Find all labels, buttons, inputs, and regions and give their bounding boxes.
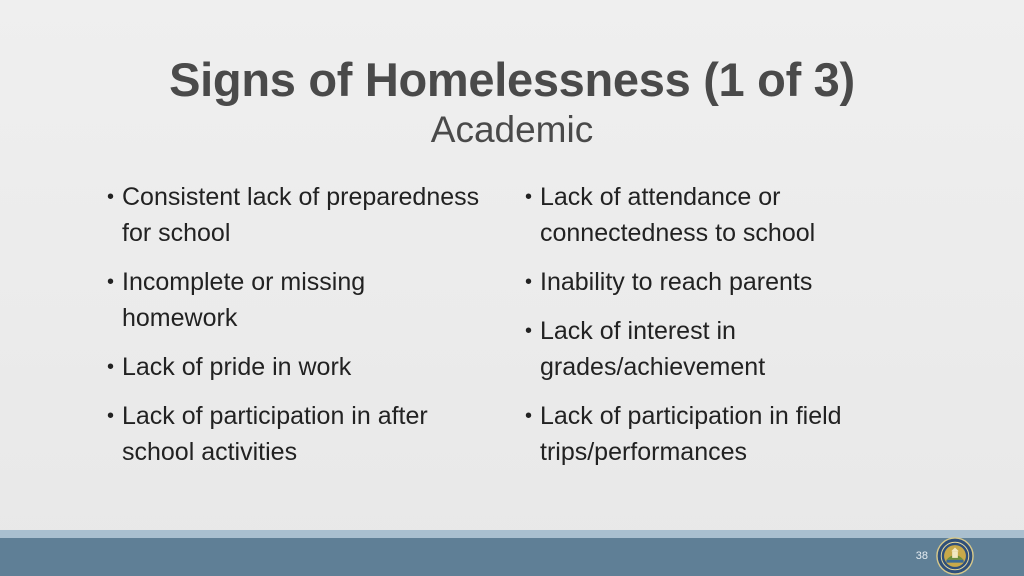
slide-subtitle: Academic <box>430 109 594 150</box>
list-item <box>525 313 915 385</box>
list-item-text: Consistent lack of preparedness for school <box>122 183 480 247</box>
list-item <box>107 398 487 470</box>
list-item-text: Lack of pride in work <box>122 353 352 381</box>
bullet-icon: • <box>525 186 533 208</box>
slide-title: Signs of Homelessness (1 of 3) <box>169 53 855 106</box>
footer-divider <box>0 530 1024 538</box>
list-item-text: Lack of participation in after school activities <box>122 402 428 466</box>
right-bullet-list <box>525 179 915 483</box>
list-item-text: Lack of interest in grades/achievement <box>540 317 766 381</box>
page-number: 38 <box>915 550 928 562</box>
list-item <box>107 179 487 251</box>
footer-bar <box>0 538 1024 576</box>
department-seal-icon <box>936 537 974 575</box>
bullet-icon: • <box>525 271 533 293</box>
list-item <box>525 398 915 470</box>
list-item <box>107 349 487 385</box>
bullet-icon: • <box>525 320 533 342</box>
list-item <box>525 179 915 251</box>
left-bullet-list <box>107 179 487 483</box>
bullet-icon: • <box>107 405 115 427</box>
list-item-text: Lack of attendance or connectedness to school <box>540 183 816 247</box>
list-item-text: Inability to reach parents <box>540 268 813 296</box>
bullet-icon: • <box>525 405 533 427</box>
list-item <box>107 264 487 336</box>
bullet-icon: • <box>107 186 115 208</box>
list-item <box>525 264 915 300</box>
list-item-text: Lack of participation in field trips/performances <box>540 402 842 466</box>
bullet-icon: • <box>107 356 115 378</box>
bullet-icon: • <box>107 271 115 293</box>
list-item-text: Incomplete or missing homework <box>122 268 366 332</box>
